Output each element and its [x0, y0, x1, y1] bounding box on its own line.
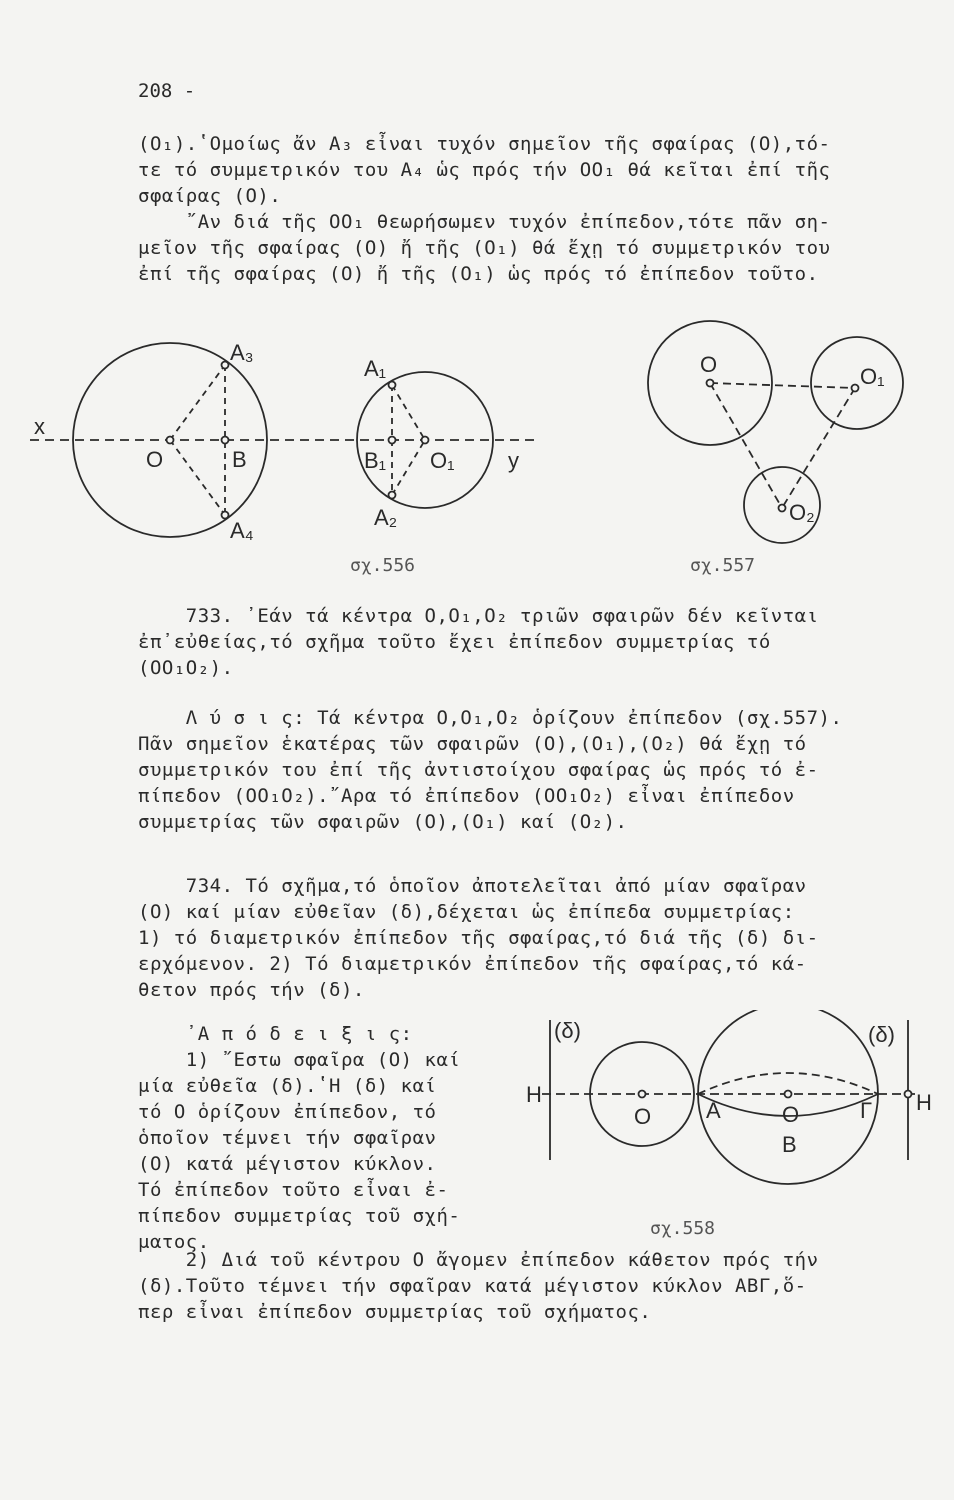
- label-G: Γ: [860, 1098, 873, 1123]
- point-B: [222, 437, 229, 444]
- label-O2-557: O₂: [789, 500, 815, 525]
- point-A1: [389, 382, 396, 389]
- label-B: B: [232, 447, 247, 472]
- point-O-557: [707, 380, 714, 387]
- point-A2: [389, 492, 396, 499]
- page-number: 208 -: [138, 80, 196, 102]
- caption-556: σχ.556: [350, 555, 416, 576]
- problem-734-line: θετον πρός τήν (δ).: [138, 979, 365, 1001]
- problem-733-line: ἐπ᾿εὐθείας,τό σχῆμα τοῦτο ἔχει ἐπίπεδον συμμετρίας τό: [138, 631, 771, 653]
- proof-line: ματος.: [138, 1231, 210, 1253]
- label-A3: A₃: [230, 340, 254, 365]
- segment-O1-O2: [782, 388, 855, 508]
- solution-line: Πᾶν σημεῖον ἑκατέρας τῶν σφαιρῶν (O),(O₁),(O₂) θά ἔχῃ τό: [138, 733, 807, 755]
- segment-O-O1: [710, 383, 855, 388]
- closing-line: (δ).Τοῦτο τέμνει τήν σφαῖραν κατά μέγιστον κύκλον ΑΒΓ,ὅ-: [138, 1275, 807, 1297]
- label-A4: A₄: [230, 518, 254, 543]
- solution-line: συμμετρίας τῶν σφαιρῶν (O),(O₁) καί (O₂).: [138, 811, 628, 833]
- figure-556-557: [0, 320, 954, 600]
- intro-line: (O₁).ʽΟμοίως ἄν A₃ εἶναι τυχόν σημεῖον τῆς σφαίρας (O),τό-: [138, 133, 831, 155]
- segment-O-O2: [710, 383, 782, 508]
- proof-line: μία εὐθεῖα (δ).ʽΗ (δ) καί: [138, 1075, 437, 1097]
- proof-line: ὁποῖον τέμνει τήν σφαῖραν: [138, 1127, 437, 1149]
- proof-line: (O) κατά μέγιστον κύκλον.: [138, 1153, 437, 1175]
- problem-733-line: 733. ᾿Εάν τά κέντρα O,O₁,O₂ τριῶν σφαιρῶν δέν κεῖνται: [138, 605, 819, 627]
- point-A3: [222, 362, 229, 369]
- sphere-O1-557: [811, 337, 903, 429]
- closing-line: 2) Διά τοῦ κέντρου O ἄγομεν ἐπίπεδον κάθετον πρός τήν: [138, 1249, 819, 1271]
- label-x: x: [34, 414, 45, 439]
- label-delta-left: (δ): [554, 1018, 581, 1043]
- point-O-left: [639, 1091, 646, 1098]
- label-H-left: H: [526, 1082, 542, 1107]
- label-O-left: O: [634, 1104, 652, 1129]
- label-O-557: O: [700, 352, 718, 377]
- figure-558: [520, 1010, 940, 1220]
- label-A: A: [706, 1098, 721, 1123]
- proof-line: 1) ῎Εστω σφαῖρα (O) καί: [138, 1049, 461, 1071]
- solution-line: πίπεδον (OO₁O₂).῎Αρα τό ἐπίπεδον (OO₁O₂) εἶναι ἐπίπεδον: [138, 785, 795, 807]
- label-A1: A₁: [364, 356, 387, 381]
- label-O: O: [146, 447, 164, 472]
- problem-734-line: (O) καί μίαν εὐθεῖαν (δ),δέχεται ὡς ἐπίπεδα συμμετρίας:: [138, 901, 795, 923]
- label-O1: O₁: [430, 448, 455, 473]
- point-O1-557: [852, 385, 859, 392]
- label-H-right: H: [916, 1090, 932, 1115]
- problem-733-line: (OO₁O₂).: [138, 657, 234, 679]
- label-B1: B₁: [364, 448, 387, 473]
- point-A4: [222, 512, 229, 519]
- closing-line: περ εἶναι ἐπίπεδον συμμετρίας τοῦ σχήματος.: [138, 1301, 652, 1323]
- label-O-right: O: [782, 1102, 800, 1127]
- problem-734-line: 734. Τό σχῆμα,τό ὁποῖον ἀποτελεῖται ἀπό μίαν σφαῖραν: [138, 875, 807, 897]
- caption-558: σχ.558: [650, 1218, 716, 1239]
- segment-O-A4: [170, 440, 225, 515]
- label-O1-557: O₁: [860, 364, 885, 389]
- segment-A1-O1: [392, 385, 425, 440]
- point-O: [167, 437, 174, 444]
- segment-A2-O1: [392, 440, 425, 495]
- intro-line: ῎Αν διά τῆς OO₁ θεωρήσωμεν τυχόν ἐπίπεδον,τότε πᾶν ση-: [138, 211, 831, 233]
- proof-line: ᾿Α π ό δ ε ι ξ ι ς:: [138, 1023, 413, 1045]
- label-delta-right: (δ): [868, 1022, 895, 1047]
- point-O2-557: [779, 505, 786, 512]
- label-A2: A₂: [374, 505, 398, 530]
- point-O1: [422, 437, 429, 444]
- problem-734-line: ερχόμενον. 2) Τό διαμετρικόν ἐπίπεδον τῆς σφαίρας,τό κά-: [138, 953, 807, 975]
- problem-734-line: 1) τό διαμετρικόν ἐπίπεδον τῆς σφαίρας,τό διά τῆς (δ) δι-: [138, 927, 819, 949]
- solution-line: Λ ύ σ ι ς: Τά κέντρα O,O₁,O₂ ὁρίζουν ἐπίπεδον (σχ.557).: [138, 707, 843, 729]
- proof-line: τό O ὁρίζουν ἐπίπεδον, τό: [138, 1101, 437, 1123]
- point-B1: [389, 437, 396, 444]
- intro-line: μεῖον τῆς σφαίρας (O) ἤ τῆς (O₁) θά ἔχῃ τό συμμετρικόν του: [138, 237, 831, 259]
- intro-line: σφαίρας (O).: [138, 185, 282, 207]
- label-B: B: [782, 1132, 797, 1157]
- point-H-right: [905, 1091, 912, 1098]
- intro-line: ἐπί τῆς σφαίρας (O) ἤ τῆς (O₁) ὡς πρός τό ἐπίπεδον τοῦτο.: [138, 263, 819, 285]
- proof-line: πίπεδον συμμετρίας τοῦ σχή-: [138, 1205, 461, 1227]
- intro-line: τε τό συμμετρικόν του A₄ ὡς πρός τήν OO₁ θά κεῖται ἐπί τῆς: [138, 159, 831, 181]
- segment-O-A3: [170, 365, 225, 440]
- proof-line: Τό ἐπίπεδον τοῦτο εἶναι ἐ-: [138, 1179, 449, 1201]
- point-O-right: [785, 1091, 792, 1098]
- solution-line: συμμετρικόν του ἐπί τῆς ἀντιστοίχου σφαίρας ὡς πρός τό ἐ-: [138, 759, 819, 781]
- caption-557: σχ.557: [690, 555, 756, 576]
- label-y: y: [508, 448, 519, 473]
